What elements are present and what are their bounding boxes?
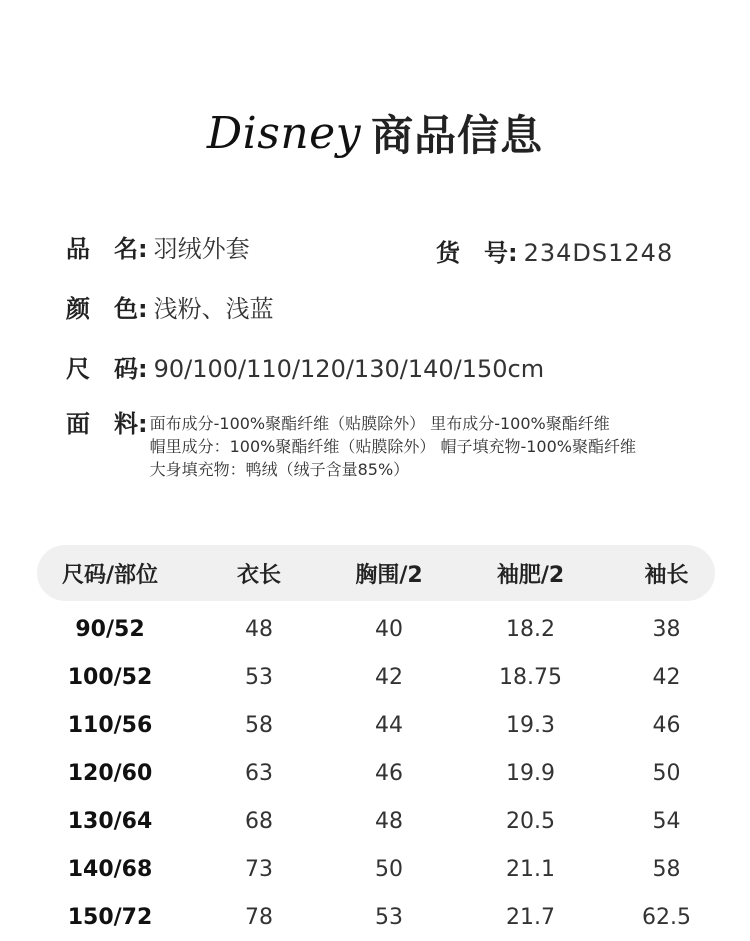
table-cell: 18.75 bbox=[499, 664, 562, 690]
table-cell: 62.5 bbox=[642, 904, 691, 930]
table-cell: 42 bbox=[375, 664, 403, 690]
material-line: 面布成分-100%聚酯纤维（贴膜除外） 里布成分-100%聚酯纤维 bbox=[149, 414, 610, 433]
column-header-size: 尺码/部位 bbox=[61, 562, 159, 588]
disney-logo: Disney bbox=[206, 108, 362, 159]
table-cell: 42 bbox=[652, 664, 681, 690]
size-value: 90/100/110/120/130/140/150cm bbox=[153, 355, 545, 383]
size-table bbox=[37, 545, 715, 941]
column-header-sleeve-width: 袖肥/2 bbox=[496, 562, 565, 588]
table-row bbox=[37, 893, 715, 941]
table-cell: 58 bbox=[652, 856, 681, 882]
table-cell: 63 bbox=[245, 760, 273, 786]
table-cell: 21.1 bbox=[506, 856, 555, 882]
table-cell: 19.3 bbox=[506, 712, 555, 738]
table-cell: 54 bbox=[652, 808, 681, 834]
size-label: 尺 码 bbox=[66, 355, 138, 383]
table-header bbox=[37, 545, 715, 601]
colon: : bbox=[138, 295, 148, 323]
material-details bbox=[150, 412, 636, 481]
material-label: 面 料 bbox=[66, 410, 138, 438]
color-row bbox=[66, 289, 274, 324]
column-header-length: 衣长 bbox=[236, 562, 281, 588]
material-row bbox=[66, 410, 636, 481]
table-cell: 110/56 bbox=[67, 712, 153, 738]
table-cell: 68 bbox=[245, 808, 273, 834]
table-body bbox=[37, 605, 715, 941]
colon: : bbox=[138, 235, 148, 263]
page-title: 商品信息 bbox=[371, 111, 544, 160]
table-cell: 48 bbox=[375, 808, 403, 834]
table-row bbox=[37, 845, 715, 893]
sku-value: 234DS1248 bbox=[523, 239, 674, 267]
product-name-value: 羽绒外套 bbox=[153, 235, 250, 263]
table-cell: 120/60 bbox=[67, 760, 153, 786]
table-cell: 50 bbox=[652, 760, 681, 786]
table-cell: 150/72 bbox=[67, 904, 153, 930]
table-cell: 19.9 bbox=[506, 760, 555, 786]
table-cell: 130/64 bbox=[67, 808, 153, 834]
sku-row bbox=[436, 233, 673, 268]
table-row bbox=[37, 749, 715, 797]
product-name-row bbox=[66, 229, 250, 264]
table-cell: 46 bbox=[375, 760, 403, 786]
table-cell: 18.2 bbox=[506, 616, 555, 642]
table-cell: 20.5 bbox=[506, 808, 555, 834]
size-row bbox=[66, 349, 544, 384]
colon: : bbox=[508, 239, 518, 267]
table-cell: 50 bbox=[375, 856, 403, 882]
table-cell: 53 bbox=[375, 904, 403, 930]
table-cell: 100/52 bbox=[67, 664, 153, 690]
table-cell: 46 bbox=[652, 712, 681, 738]
table-cell: 21.7 bbox=[506, 904, 555, 930]
table-cell: 90/52 bbox=[75, 616, 145, 642]
table-row bbox=[37, 701, 715, 749]
color-value: 浅粉、浅蓝 bbox=[153, 295, 274, 323]
column-header-sleeve-length: 袖长 bbox=[644, 562, 689, 588]
table-cell: 48 bbox=[245, 616, 273, 642]
table-row bbox=[37, 797, 715, 845]
color-label: 颜 色 bbox=[66, 295, 138, 323]
table-cell: 38 bbox=[652, 616, 681, 642]
table-cell: 53 bbox=[245, 664, 273, 690]
table-cell: 40 bbox=[375, 616, 403, 642]
colon: : bbox=[138, 355, 148, 383]
column-header-chest: 胸围/2 bbox=[355, 562, 423, 588]
brand-block bbox=[206, 108, 544, 160]
page-header bbox=[0, 96, 750, 176]
table-cell: 73 bbox=[245, 856, 273, 882]
table-row bbox=[37, 653, 715, 701]
table-cell: 140/68 bbox=[67, 856, 153, 882]
table-cell: 44 bbox=[375, 712, 403, 738]
colon: : bbox=[138, 410, 148, 438]
table-cell: 78 bbox=[245, 904, 273, 930]
sku-label: 货 号 bbox=[436, 239, 508, 267]
product-name-label: 品 名 bbox=[66, 235, 138, 263]
table-row bbox=[37, 605, 715, 653]
material-line: 大身填充物：鸭绒（绒子含量85%） bbox=[149, 460, 410, 479]
material-line: 帽里成分：100%聚酯纤维（贴膜除外） 帽子填充物-100%聚酯纤维 bbox=[149, 437, 636, 456]
table-cell: 58 bbox=[245, 712, 273, 738]
